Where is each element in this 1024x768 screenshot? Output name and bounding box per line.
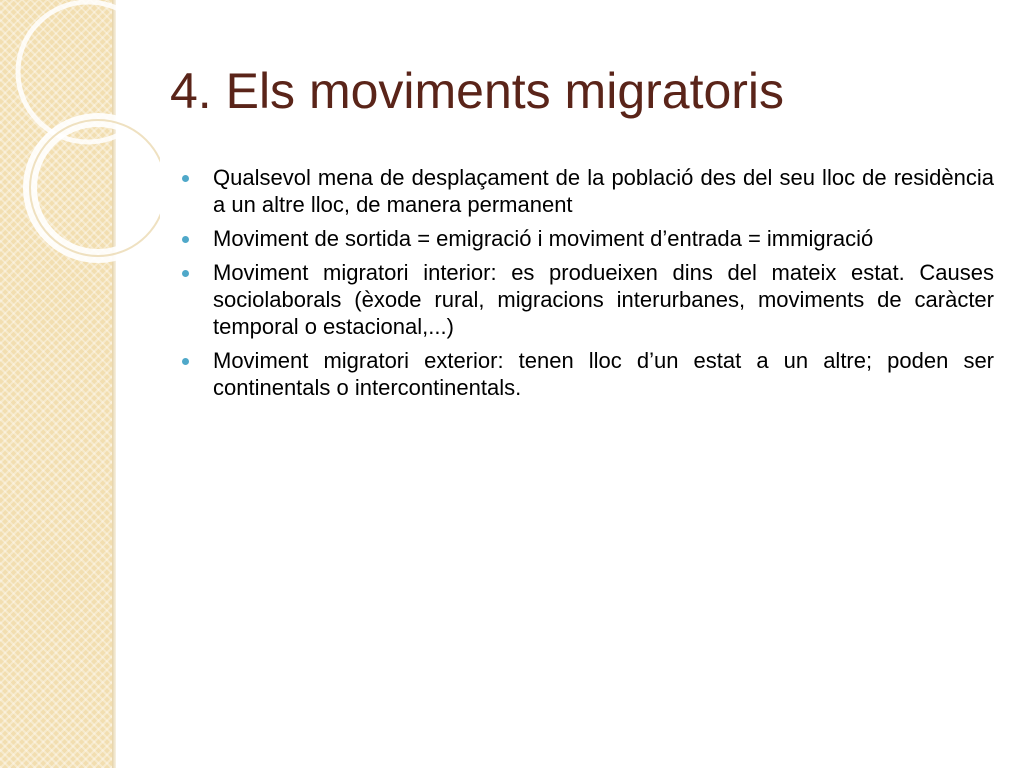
decorative-circles-icon [0, 0, 160, 280]
slide-title: 4. Els moviments migratoris [170, 63, 785, 119]
bullet-dot-icon [182, 175, 189, 182]
bullet-item [182, 347, 994, 401]
bullet-dot-icon [182, 270, 189, 277]
bullet-item [182, 225, 994, 252]
bullet-item [182, 259, 994, 340]
bullet-text: Moviment migratori exterior: tenen lloc d’un estat a un altre; poden ser continentals o intercontinentals. [213, 348, 994, 400]
bullet-text: Qualsevol mena de desplaçament de la població des del seu lloc de residència a un altre lloc, de manera permanent [213, 165, 994, 217]
bullet-dot-icon [182, 358, 189, 365]
bullet-text: Moviment de sortida = emigració i moviment d’entrada = immigració [213, 226, 874, 251]
bullet-list [182, 164, 994, 408]
bullet-dot-icon [182, 236, 189, 243]
bullet-text: Moviment migratori interior: es produeixen dins del mateix estat. Causes sociolaborals (èxode rural, migracions interurbanes, moviments de caràcter temporal o estacional,...) [213, 260, 994, 339]
bullet-item [182, 164, 994, 218]
